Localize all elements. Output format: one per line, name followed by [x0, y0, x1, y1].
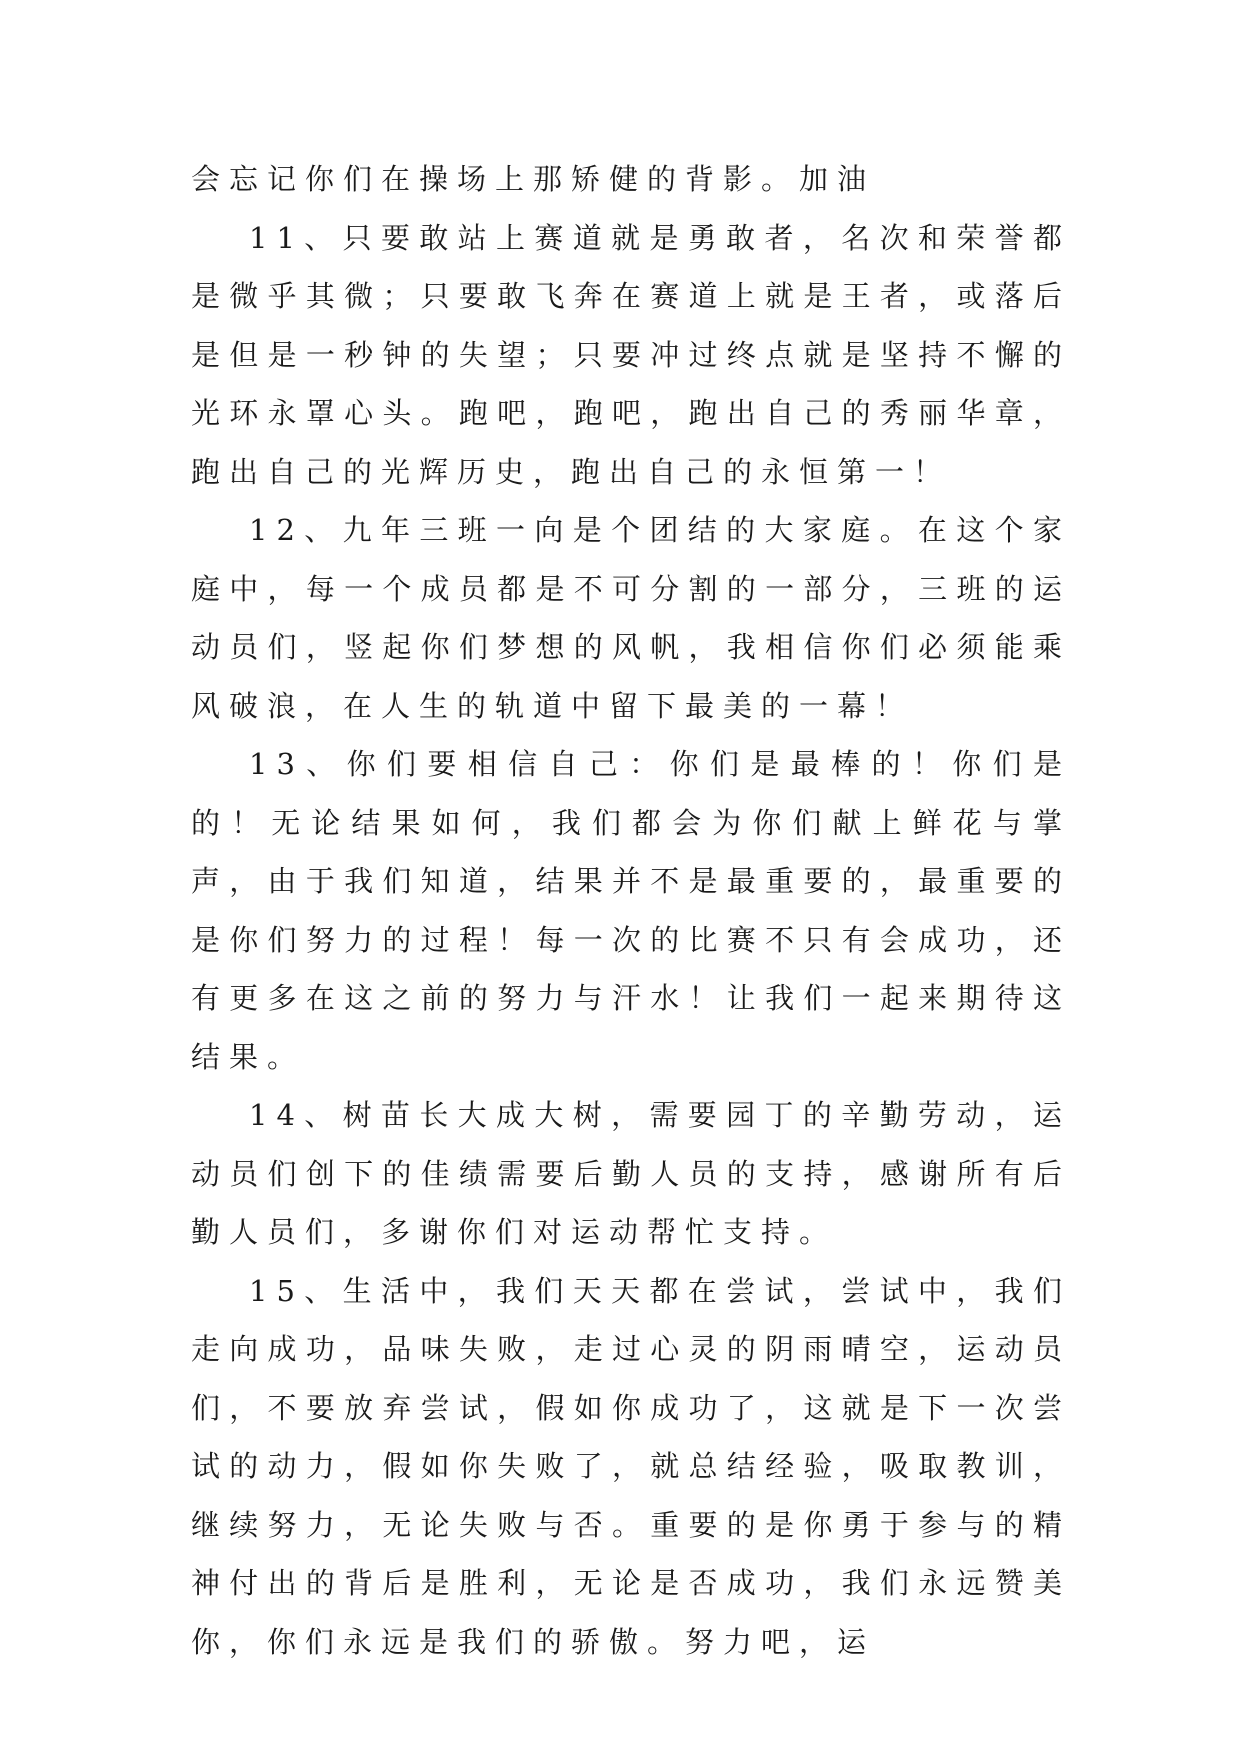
paragraph-item-13: 13、你们要相信自己：你们是最棒的！你们是的！无论结果如何，我们都会为你们献上鲜花与掌声，由于我们知道，结果并不是最重要的，最重要的是你们努力的过程！每一次的比赛不只有会成功，还有更多在这之前的努力与汗水！让我们一起来期待这结果。 [191, 747, 1071, 1074]
paragraph-item-11: 11、只要敢站上赛道就是勇敢者，名次和荣誉都是微乎其微；只要敢飞奔在赛道上就是王者，或落后是但是一秒钟的失望；只要冲过终点就是坚持不懈的光环永罩心头。跑吧，跑吧，跑出自己的秀丽华章，跑出自己的光辉历史，跑出自己的永恒第一！ [191, 220, 1071, 489]
paragraph-continuation: 会忘记你们在操场上那矫健的背影。加油 [191, 162, 876, 196]
paragraph-item-12: 12、九年三班一向是个团结的大家庭。在这个家庭中，每一个成员都是不可分割的一部分，三班的运动员们，竖起你们梦想的风帆，我相信你们必须能乘风破浪，在人生的轨道中留下最美的一幕！ [191, 513, 1071, 723]
document-body [191, 150, 1071, 1671]
paragraph-item-15: 15、生活中，我们天天都在尝试，尝试中，我们走向成功，品味失败，走过心灵的阴雨晴空，运动员们，不要放弃尝试，假如你成功了，这就是下一次尝试的动力，假如你失败了，就总结经验，吸取教训，继续努力，无论失败与否。重要的是你勇于参与的精神付出的背后是胜利，无论是否成功，我们永远赞美你，你们永远是我们的骄傲。努力吧，运 [191, 1273, 1071, 1659]
paragraph-item-14: 14、树苗长大成大树，需要园丁的辛勤劳动，运动员们创下的佳绩需要后勤人员的支持，感谢所有后勤人员们，多谢你们对运动帮忙支持。 [191, 1098, 1071, 1249]
